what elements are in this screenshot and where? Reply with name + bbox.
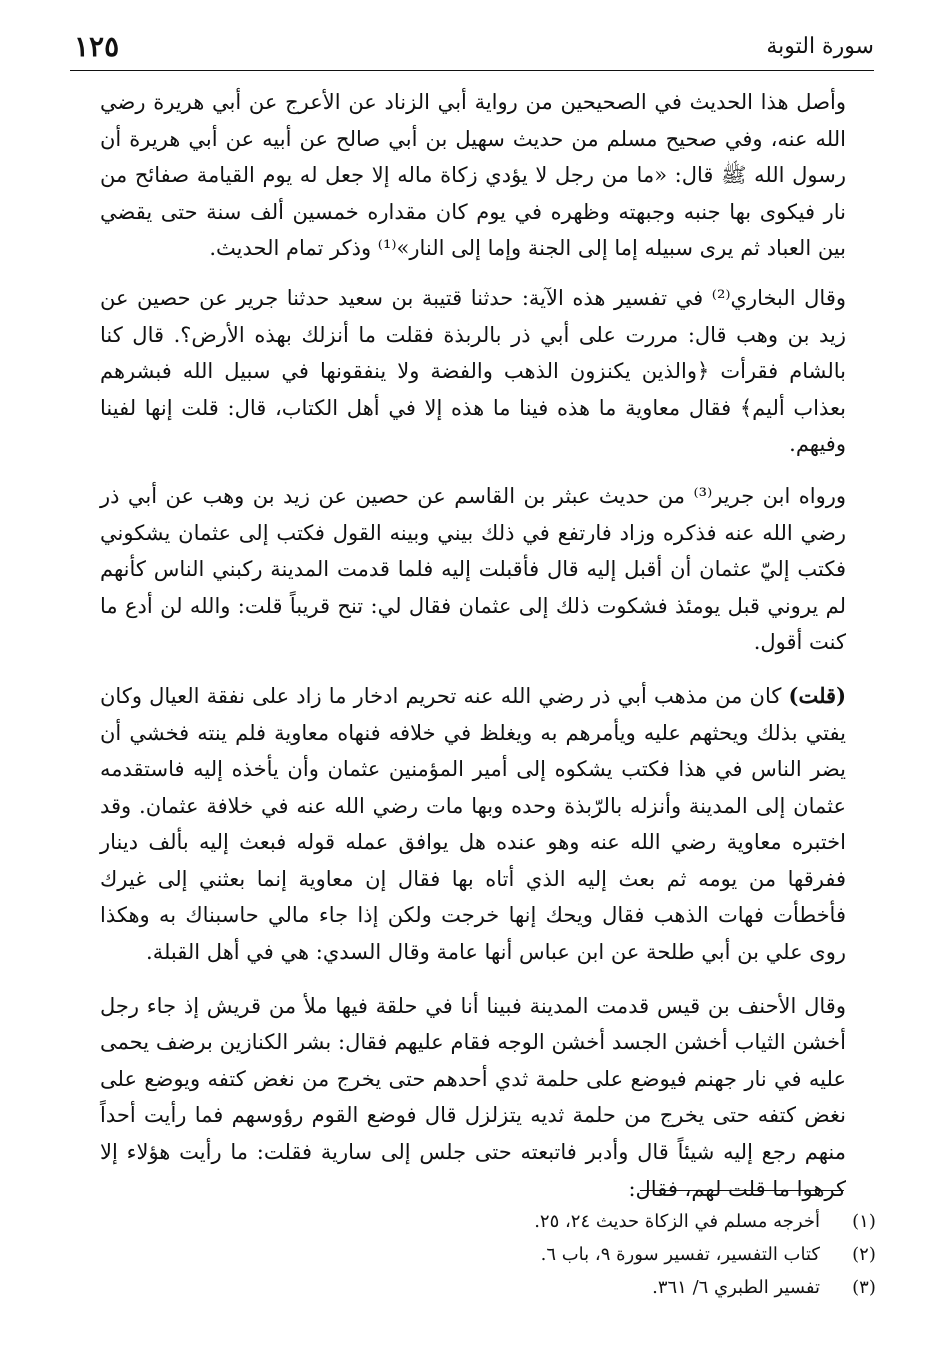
footnote xyxy=(300,1238,884,1271)
paragraph-lead: (قلت) xyxy=(788,682,846,708)
footnote-number: (١) xyxy=(852,1211,876,1232)
running-header xyxy=(70,26,874,71)
main-text xyxy=(100,84,846,1207)
footnote-text: كتاب التفسير، تفسير سورة ٩، باب ٦. xyxy=(540,1244,820,1265)
footnote-text: أخرجه مسلم في الزكاة حديث ٢٤، ٢٥. xyxy=(534,1211,820,1232)
footnote-number: (٣) xyxy=(852,1277,876,1298)
footnote-divider xyxy=(640,1190,844,1191)
footnotes xyxy=(300,1205,884,1304)
paragraph xyxy=(100,678,846,971)
surah-title: سورة التوبة xyxy=(766,34,874,59)
paragraph-text: وقال الأحنف بن قيس قدمت المدينة فبينا أنا في حلقة فيها ملأ من قريش إذ جاء رجل أخشن الثياب أخشن الجسد أخشن الوجه فقام عليهم فقال: بشر الكنازين برضف يحمى عليه في نار جهنم فيوضع على حلمة ثدي أحدهم حتى يخرج من نغض كتفه ويوضع على نغض كتفه حتى يخرج من حلمة ثديه يتزلزل قال فوضع القوم رؤوسهم فما رأيت أحداً منهم رجع إليه شيئاً قال وأدبر فاتبعته حتى جلس إلى سارية فقلت: ما رأيت هؤلاء إلا كرهوا ما قلت لهم، فقال: xyxy=(100,993,846,1201)
paragraph-text: وقال البخاري⁽²⁾ في تفسير هذه الآية: حدثنا قتيبة بن سعيد حدثنا جرير عن حصين عن زيد بن وهب قال: مررت على أبي ذر بالربذة فقلت ما أنزلك بهذه الأرض؟. قال كنا بالشام فقرأت ﴿والذين يكنزون الذهب والفضة ولا ينفقونها في سبيل الله فبشرهم بعذاب أليم﴾ فقال معاوية ما هذه فينا ما هذه إلا في أهل الكتاب، قال: قلت إنها لفينا وفيهم. xyxy=(100,285,846,457)
paragraph xyxy=(100,988,846,1208)
footnote xyxy=(300,1205,884,1238)
page-number: ١٢٥ xyxy=(74,30,120,63)
paragraph-text: كان من مذهب أبي ذر رضي الله عنه تحريم ادخار ما زاد على نفقة العيال وكان يفتي بذلك ويحثهم عليه ويأمرهم به ويغلظ في خلافه فنهاه معاوية فلم ينته فخشي أن يضر الناس في هذا فكتب يشكوه إلى أمير المؤمنين عثمان وأن يأخذه إليه فاستقدمه عثمان إلى المدينة وأنزله بالرّبذة وحده وبها مات رضي الله عنه في خلافة عثمان. وقد اختبره معاوية رضي الله عنه وهو عنده هل يوافق عمله قوله فبعث إليه بألف دينار ففرقها من يومه ثم بعث إليه الذي أتاه بها فقال إن معاوية إنما بعثني إلى غيرك فأخطأت فهات الذهب فقال ويحك إنها خرجت ولكن إذا جاء مالي حاسبناك به وهكذا روى علي بن أبي طلحة عن ابن عباس أنها عامة وقال السدي: هي في أهل القبلة. xyxy=(100,683,846,965)
footnote xyxy=(300,1271,884,1304)
footnote-text: تفسير الطبري ٦/ ٣٦١. xyxy=(652,1277,820,1298)
paragraph-text: وأصل هذا الحديث في الصحيحين من رواية أبي الزناد عن الأعرج عن أبي هريرة رضي الله عنه، وفي صحيح مسلم من حديث سهيل بن أبي صالح عن أبيه عن أبي هريرة أن رسول الله ﷺ قال: «ما من رجل لا يؤدي زكاة ماله إلا جعل له يوم القيامة صفائح من نار فيكوى بها جنبه وجبهته وظهره في يوم كان مقداره خمسين ألف سنة حتى يقضي بين العباد ثم يرى سبيله إما إلى الجنة وإما إلى النار»⁽¹⁾ وذكر تمام الحديث. xyxy=(100,90,846,261)
footnote-number: (٢) xyxy=(852,1244,876,1265)
paragraph xyxy=(100,478,846,661)
paragraph-text: ورواه ابن جرير⁽³⁾ من حديث عبثر بن القاسم عن حصين عن زيد بن وهب عن أبي ذر رضي الله عنه فذكره وزاد فارتفع في ذلك بيني وبينه القول فكتب إلى عثمان يشكوني فكتب إليّ عثمان أن أقبل إليه قال فأقبلت إليه فلما قدمت المدينة ركبني الناس كأنهم لم يروني قبل يومئذ فشكوت ذلك إلى عثمان فقال لي: تنح قريباً قلت: والله لن أدع ما كنت أقول. xyxy=(100,483,846,655)
paragraph xyxy=(100,84,846,267)
paragraph xyxy=(100,280,846,463)
